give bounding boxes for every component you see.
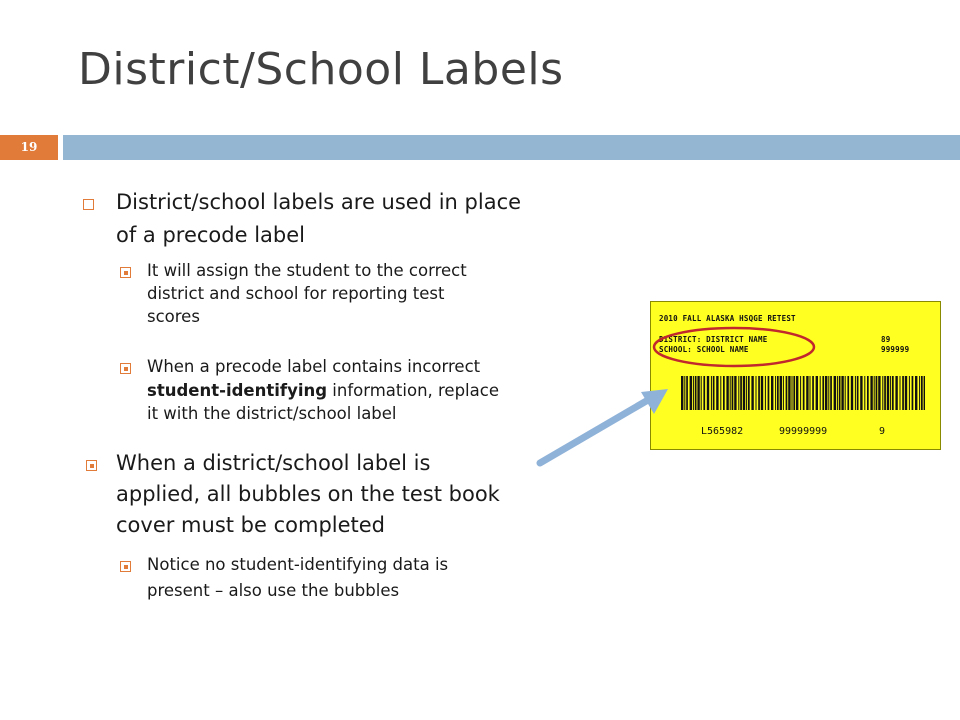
barcode-bar (720, 376, 721, 410)
slide-title: District/School Labels (78, 44, 564, 95)
barcode-bar (810, 376, 811, 410)
barcode-bar (740, 376, 742, 410)
barcode-bar (703, 376, 705, 410)
barcode-bar (783, 376, 784, 410)
barcode-bar (878, 376, 880, 410)
barcode-bar (912, 376, 914, 410)
filled-square-bullet-icon (86, 460, 97, 471)
barcode-bar (839, 376, 841, 410)
barcode-bar (915, 376, 917, 410)
barcode-bar (697, 376, 699, 410)
label-school-code: 999999 (881, 345, 910, 354)
bullet-2-line-2: applied, all bubbles on the test book (116, 482, 500, 506)
barcode-bar (867, 376, 869, 410)
barcode-bar (841, 376, 843, 410)
barcode-bar (847, 376, 849, 410)
barcode-bar (775, 376, 776, 410)
pointer-arrow-shaft (540, 400, 648, 463)
barcode-bar (812, 376, 814, 410)
barcode-bar (758, 376, 760, 410)
barcode-bar (803, 376, 805, 410)
barcode-bar (681, 376, 683, 410)
barcode-bar (806, 376, 808, 410)
barcode-bar (820, 376, 821, 410)
barcode-bar (690, 376, 692, 410)
barcode-bar (921, 376, 923, 410)
barcode-bar (792, 376, 793, 410)
slide-number-badge: 19 (0, 135, 58, 160)
barcode-bar (816, 376, 818, 410)
barcode-bar (711, 376, 712, 410)
barcode-bar (761, 376, 763, 410)
barcode-bar (734, 376, 736, 410)
barcode-bar (909, 376, 910, 410)
barcode-bar (864, 376, 865, 410)
bullet-1-2-line-3: it with the district/school label (147, 404, 397, 423)
barcode-bar (738, 376, 739, 410)
barcode-bar (924, 376, 925, 410)
barcode-bar (686, 376, 688, 410)
barcode-bar (768, 376, 770, 410)
bullet-1-2-line-2-rest: information, replace (327, 381, 499, 400)
barcode-bar (707, 376, 709, 410)
bullet-1-2-line-1: When a precode label contains incorrect (147, 357, 481, 376)
bullet-1-line-1: District/school labels are used in place (116, 190, 522, 214)
bullet-1-line-2: of a precode label (116, 223, 305, 247)
bullet-2-1-line-1: Notice no student-identifying data is (147, 555, 449, 574)
barcode-bar (887, 376, 889, 410)
barcode-bar (800, 376, 801, 410)
barcode-bar (793, 376, 795, 410)
barcode-bar (825, 376, 827, 410)
barcode-bar (860, 376, 862, 410)
barcode-bar (895, 376, 897, 410)
barcode-bar (756, 376, 757, 410)
barcode-bar (713, 376, 715, 410)
barcode-bar (796, 376, 798, 410)
label-code-1: L565982 (701, 426, 744, 437)
barcode-bar (834, 376, 836, 410)
barcode-bar (876, 376, 878, 410)
barcode-bar (870, 376, 872, 410)
barcode-bar (743, 376, 745, 410)
barcode-bar (684, 376, 685, 410)
bullet-1-2-line-2 (147, 380, 499, 402)
barcode-bar (882, 376, 883, 410)
barcode-bar (884, 376, 886, 410)
barcode-bar (837, 376, 838, 410)
barcode-bar (830, 376, 832, 410)
barcode-bar (890, 376, 891, 410)
district-school-label-image (650, 301, 941, 450)
barcode-bar (900, 376, 901, 410)
filled-square-bullet-icon (120, 267, 131, 278)
barcode-bar (732, 376, 734, 410)
bullet-2-1-line-2: present – also use the bubbles (147, 581, 400, 600)
label-heading: 2010 FALL ALASKA HSQGE RETEST (659, 314, 796, 323)
filled-square-bullet-icon (120, 561, 131, 572)
barcode-bar (845, 376, 846, 410)
barcode-bar (723, 376, 725, 410)
barcode-bar (748, 376, 750, 410)
barcode-bar (874, 376, 875, 410)
barcode-bar (851, 376, 853, 410)
bullet-1-1-line-1: It will assign the student to the correct (147, 261, 467, 280)
barcode-bar (786, 376, 788, 410)
barcode-bar (780, 376, 782, 410)
barcode-bar (892, 376, 894, 410)
label-code-2: 99999999 (779, 426, 828, 437)
barcode-bar (765, 376, 766, 410)
hollow-square-bullet-icon (83, 199, 94, 210)
label-district-code: 89 (881, 335, 891, 344)
barcode-bar (788, 376, 790, 410)
barcode-bar (771, 376, 773, 410)
bullet-1-1-line-2: district and school for reporting test (147, 284, 445, 303)
bullet-2-line-3: cover must be completed (116, 513, 386, 537)
label-code-3: 9 (879, 426, 886, 437)
barcode-bar (777, 376, 779, 410)
barcode-bar (905, 376, 907, 410)
barcode-bar (695, 376, 697, 410)
barcode-bar (746, 376, 747, 410)
barcode-bar (726, 376, 728, 410)
barcode-bar (919, 376, 920, 410)
barcode-bar (693, 376, 694, 410)
barcode-bar (902, 376, 904, 410)
barcode-graphic (681, 376, 925, 410)
bold-term: student-identifying (147, 381, 328, 400)
barcode-bar (716, 376, 718, 410)
label-district-line: DISTRICT: DISTRICT NAME (659, 335, 768, 344)
barcode-bar (857, 376, 859, 410)
barcode-bar (751, 376, 753, 410)
filled-square-bullet-icon (120, 363, 131, 374)
bullet-2-line-1: When a district/school label is (116, 451, 431, 475)
bullet-1-1-line-3: scores (147, 307, 200, 326)
barcode-bar (855, 376, 856, 410)
barcode-bar (701, 376, 702, 410)
barcode-bar (828, 376, 829, 410)
barcode-bar (822, 376, 824, 410)
barcode-bar (730, 376, 731, 410)
title-rule-bar (63, 135, 960, 160)
label-school-line: SCHOOL: SCHOOL NAME (659, 345, 749, 354)
